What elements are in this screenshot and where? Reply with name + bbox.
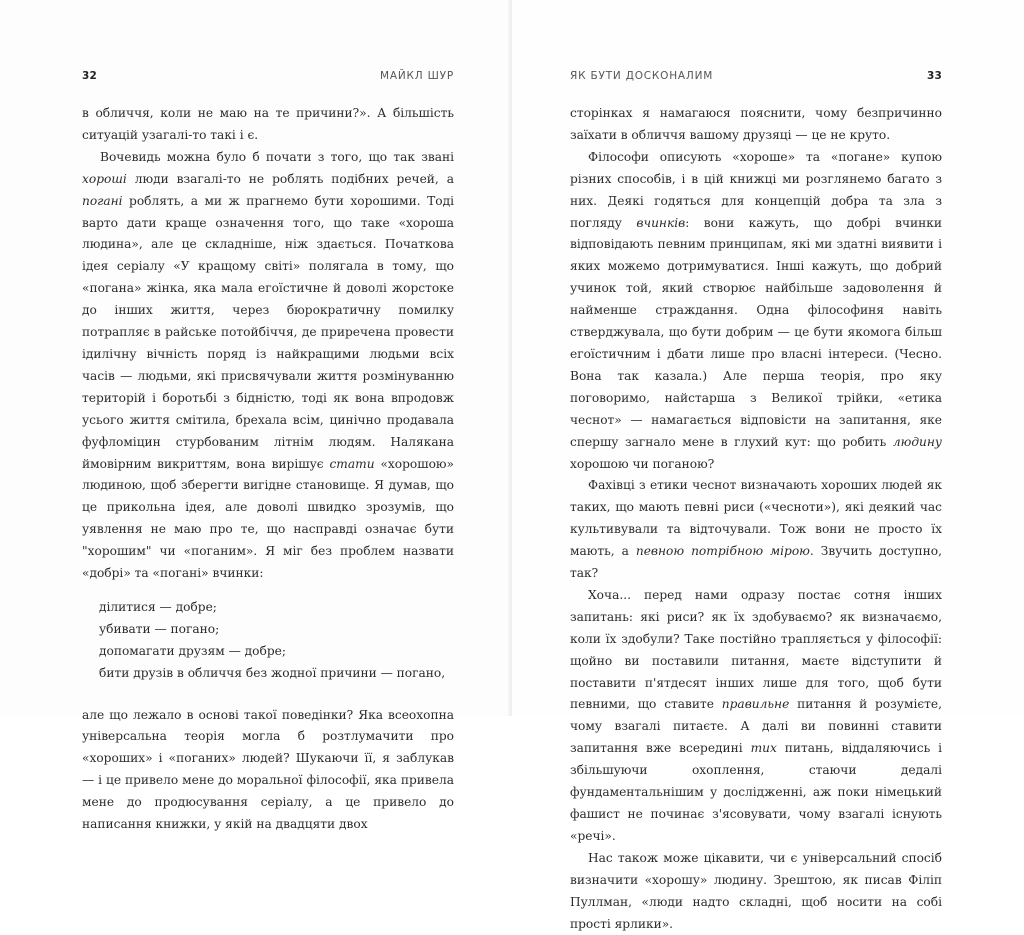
emphasis: правильне	[721, 697, 790, 712]
text-run: питань, віддаляючись і збільшуючи охоплення, стаючи дедалі фундаментальнішим у дослідженні, аж поки німецький фашист не починає з'ясовувати, чому взагалі існують «речі».	[570, 741, 943, 843]
list-item: допомагати друзям — добре;	[99, 643, 286, 658]
example-list	[99, 597, 454, 685]
list-item: ділитися — добре;	[99, 599, 217, 614]
emphasis: хороші	[82, 171, 127, 186]
text-run: Хоча... перед нами одразу постає сотня інших запитань: які риси? як їх здобуваємо? як визначаємо, коли їх здобули? Таке постійно трапляється у філософії: щойно ви поставили питання, маєте відступити й поставити п'ятдесят інших лише для того, щоб бути певними, що ставите	[570, 587, 942, 712]
emphasis: стати	[329, 456, 375, 471]
right-page-number: 33	[926, 70, 942, 82]
paragraph	[82, 147, 454, 585]
text-run: : вони кажуть, що добрі вчинки відповідають певним принципам, які ми здатні виявити і яких можемо дотримуватися. Інші кажуть, що добрий учинок той, який створює найбільше задоволення й найменше страждання. Одна філософиня навіть стверджувала, що бути добрим — це бути якомога більш егоїстичним і дбати лише про власні інтереси. (Чесно. Вона так казала.) Але перша теорія, про яку поговоримо, найстарша з Великої трійки, «етика чеснот» — намагається відповісти на запитання, яке спершу загнало мене в глухий кут: що робить	[570, 215, 942, 449]
text-run: хорошою чи поганою?	[570, 456, 715, 471]
list-item: бити друзів в обличчя без жодної причини — погано,	[99, 665, 446, 680]
paragraph	[570, 585, 942, 848]
emphasis: людину	[892, 434, 942, 449]
text-run: «хорошою» людиною, щоб зберегти вигідне становище. Я думав, що це прикольна ідея, але доволі швидко зрозумів, що уявлення не маю про те, що насправді означає бути "хорошим" чи «поганим». Я міг без проблем назвати «добрі» та «погані» вчинки:	[82, 456, 454, 581]
right-body-text	[570, 103, 942, 935]
paragraph: в обличчя, коли не маю на те причини?». А більшість ситуацій узагалі-то такі і є.	[82, 106, 454, 142]
text-run: Вочевидь можна було б почати з того, що так звані	[100, 149, 454, 164]
emphasis: вчинків	[636, 215, 686, 230]
text-run: роблять, а ми ж прагнемо бути хорошими. Тоді варто дати краще означення того, що таке «хороша людина», але це складніше, ніж здається. Початкова ідея серіалу «У кращому світі» полягала в тому, що «погана» жінка, яка мала егоїстичне й доволі жорстоке до інших життя, через бюрократичну помилку потрапляє в райське потойбіччя, де приречена провести ідилічну вічність поряд із найкращими людьми всіх часів — людьми, які присвячували життя розмінуванню територій і боротьбі з бідністю, тоді як вона впродовж усього життя смітила, брехала всім, цинічно продавала фуфломіцин стурбованим літнім людям. Налякана ймовірним викриттям, вона вирішує	[82, 193, 454, 471]
left-body-text	[82, 103, 454, 836]
text-run: . Звучить доступно, так?	[570, 544, 942, 581]
paragraph: сторінках я намагаюся пояснити, чому безпричинно заїхати в обличчя вашому друзяці — це не круто.	[570, 106, 942, 142]
left-page	[0, 0, 512, 832]
list-item: убивати — погано;	[99, 621, 220, 636]
paragraph	[570, 147, 942, 476]
text-run: люди взагалі-то не роблять подібних речей, а	[126, 171, 454, 186]
emphasis: тих	[750, 741, 777, 756]
right-page	[512, 0, 1024, 931]
left-page-number: 32	[82, 70, 98, 82]
paragraph: але що лежало в основі такої поведінки? Яка всеохопна універсальна теорія могла б розтлумачити про «хороших» і «поганих» людей? Шукаючи її, я заблукав — і це привело мене до моральної філософії, яка привела мене до продюсування серіалу, а це привело до написання книжки, у якій на двадцяти двох	[82, 707, 454, 832]
emphasis: певною потрібною мірою	[635, 544, 810, 559]
text-run: питання й розумієте, чому взагалі питаєте. А далі ви повинні ставити запитання вже всередині	[570, 697, 942, 756]
left-running-header: МАЙКЛ ШУР	[380, 70, 454, 82]
paragraph: Нас також може цікавити, чи є універсальний спосіб визначити «хорошу» людину. Зрештою, як писав Філіп Пуллман, «люди надто складні, щоб носити на собі прості ярлики».	[570, 850, 942, 931]
emphasis: погані	[82, 193, 123, 208]
right-running-header: ЯК БУТИ ДОСКОНАЛИМ	[570, 70, 714, 82]
text-run: Фахівці з етики чеснот визначають хороших людей як таких, що мають певні риси («чесноти»), які деякий час культивували та відточували. Тож вони не просто їх мають, а	[570, 478, 942, 559]
text-run: Філософи описують «хороше» та «погане» купою різних способів, і в цій книжці ми розглянемо багато з них. Деякі годяться для концепцій добра та зла з погляду	[570, 149, 942, 230]
paragraph	[570, 475, 942, 585]
